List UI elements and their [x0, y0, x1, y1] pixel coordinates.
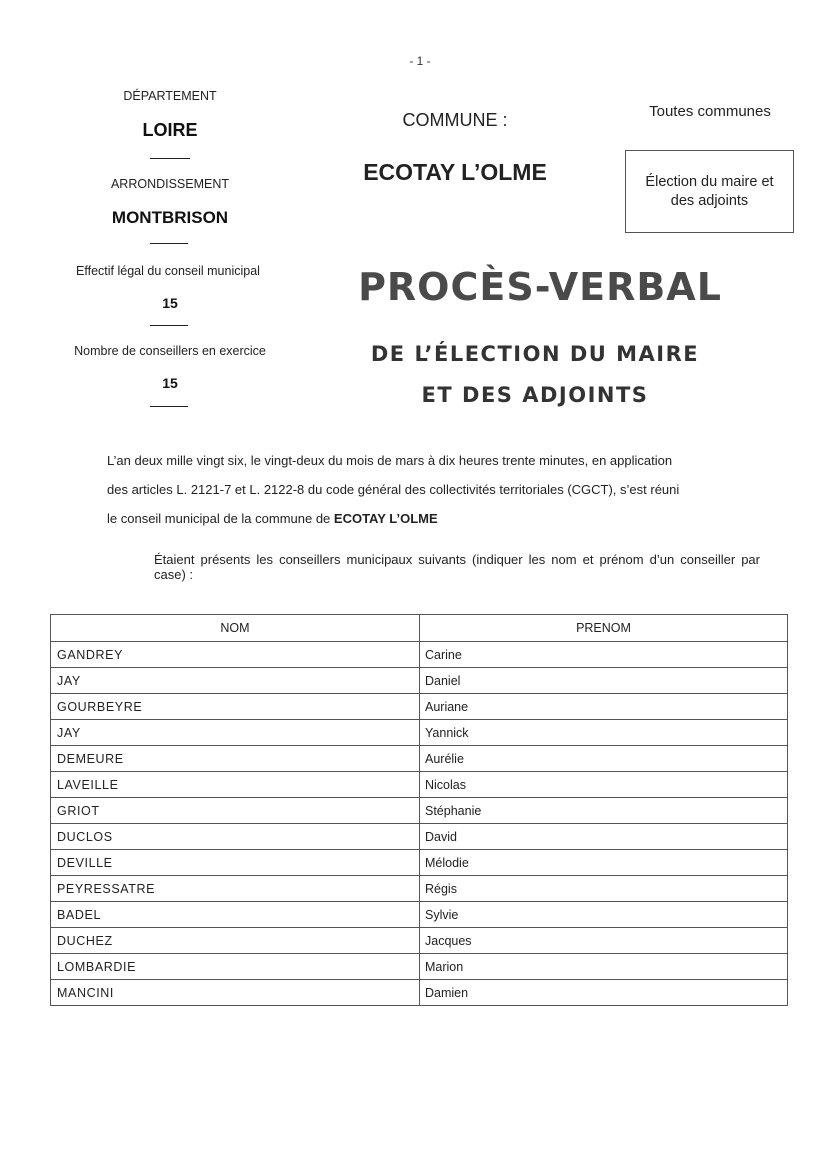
table-row: [51, 876, 788, 902]
table-header-row: [51, 615, 788, 642]
cell-prenom: Stéphanie: [420, 798, 788, 824]
cell-nom: DEMEURE: [51, 746, 420, 772]
column-header-nom: NOM: [51, 615, 420, 642]
document-subtitle-1: DE L’ÉLECTION DU MAIRE: [370, 342, 700, 366]
document-title: PROCÈS-VERBAL: [358, 265, 722, 309]
table-row: [51, 902, 788, 928]
intro-line-3: [107, 510, 760, 539]
departement-label: DÉPARTEMENT: [123, 89, 217, 103]
cell-nom: LAVEILLE: [51, 772, 420, 798]
column-header-prenom: PRENOM: [420, 615, 788, 642]
cell-prenom: Jacques: [420, 928, 788, 954]
table-row: [51, 928, 788, 954]
divider: [150, 325, 188, 326]
page-number: - 1 -: [409, 54, 431, 68]
table-row: [51, 980, 788, 1006]
table-row: [51, 694, 788, 720]
cell-prenom: Marion: [420, 954, 788, 980]
cell-nom: DUCHEZ: [51, 928, 420, 954]
document-subtitle-2: ET DES ADJOINTS: [421, 383, 649, 407]
divider: [150, 158, 190, 159]
cell-prenom: Aurélie: [420, 746, 788, 772]
commune-name: ECOTAY L’OLME: [363, 159, 547, 185]
election-box-line2: des adjoints: [670, 192, 749, 209]
cell-prenom: Yannick: [420, 720, 788, 746]
effectif-value: 15: [162, 295, 178, 311]
cell-prenom: Mélodie: [420, 850, 788, 876]
effectif-label: Effectif légal du conseil municipal: [76, 264, 260, 278]
election-box: [625, 150, 794, 233]
cell-prenom: David: [420, 824, 788, 850]
cell-nom: LOMBARDIE: [51, 954, 420, 980]
table-row: [51, 720, 788, 746]
table-row: [51, 746, 788, 772]
cell-nom: MANCINI: [51, 980, 420, 1006]
cell-nom: DUCLOS: [51, 824, 420, 850]
exercice-value: 15: [162, 375, 178, 391]
table-row: [51, 798, 788, 824]
table-row: [51, 642, 788, 668]
presents-paragraph: [107, 552, 760, 582]
intro-line-3-prefix: le conseil municipal de la commune de: [107, 511, 334, 526]
commune-label: COMMUNE :: [402, 110, 508, 130]
table-row: [51, 850, 788, 876]
intro-line-1: L’an deux mille vingt six, le vingt-deux du mois de mars à dix heures trente minutes, en application: [107, 453, 673, 468]
cell-nom: JAY: [51, 668, 420, 694]
cell-prenom: Nicolas: [420, 772, 788, 798]
arrondissement-label: ARRONDISSEMENT: [110, 177, 230, 191]
table-row: [51, 954, 788, 980]
cell-prenom: Régis: [420, 876, 788, 902]
cell-prenom: Carine: [420, 642, 788, 668]
table-row: [51, 772, 788, 798]
cell-nom: BADEL: [51, 902, 420, 928]
intro-commune-name: ECOTAY L’OLME: [333, 511, 438, 526]
cell-nom: JAY: [51, 720, 420, 746]
exercice-label: Nombre de conseillers en exercice: [74, 344, 266, 358]
arrondissement-value: MONTBRISON: [111, 208, 229, 227]
cell-prenom: Sylvie: [420, 902, 788, 928]
table-row: [51, 668, 788, 694]
departement-value: LOIRE: [142, 120, 198, 140]
council-members-table: [50, 614, 788, 1006]
cell-nom: PEYRESSATRE: [51, 876, 420, 902]
cell-prenom: Auriane: [420, 694, 788, 720]
cell-nom: GRIOT: [51, 798, 420, 824]
cell-prenom: Damien: [420, 980, 788, 1006]
election-box-line1: Élection du maire et: [645, 173, 774, 190]
presents-text: Étaient présents les conseillers municipaux suivants (indiquer les nom et prénom d’un conseiller par case) :: [154, 552, 760, 582]
cell-prenom: Daniel: [420, 668, 788, 694]
divider: [150, 243, 188, 244]
table-row: [51, 824, 788, 850]
scope-label: Toutes communes: [649, 103, 771, 120]
intro-line-2: des articles L. 2121-7 et L. 2122-8 du code général des collectivités territoriales (CGCT), s’est réuni: [107, 482, 680, 497]
intro-paragraph: [107, 452, 760, 539]
cell-nom: GOURBEYRE: [51, 694, 420, 720]
cell-nom: GANDREY: [51, 642, 420, 668]
cell-nom: DEVILLE: [51, 850, 420, 876]
divider: [150, 406, 188, 407]
